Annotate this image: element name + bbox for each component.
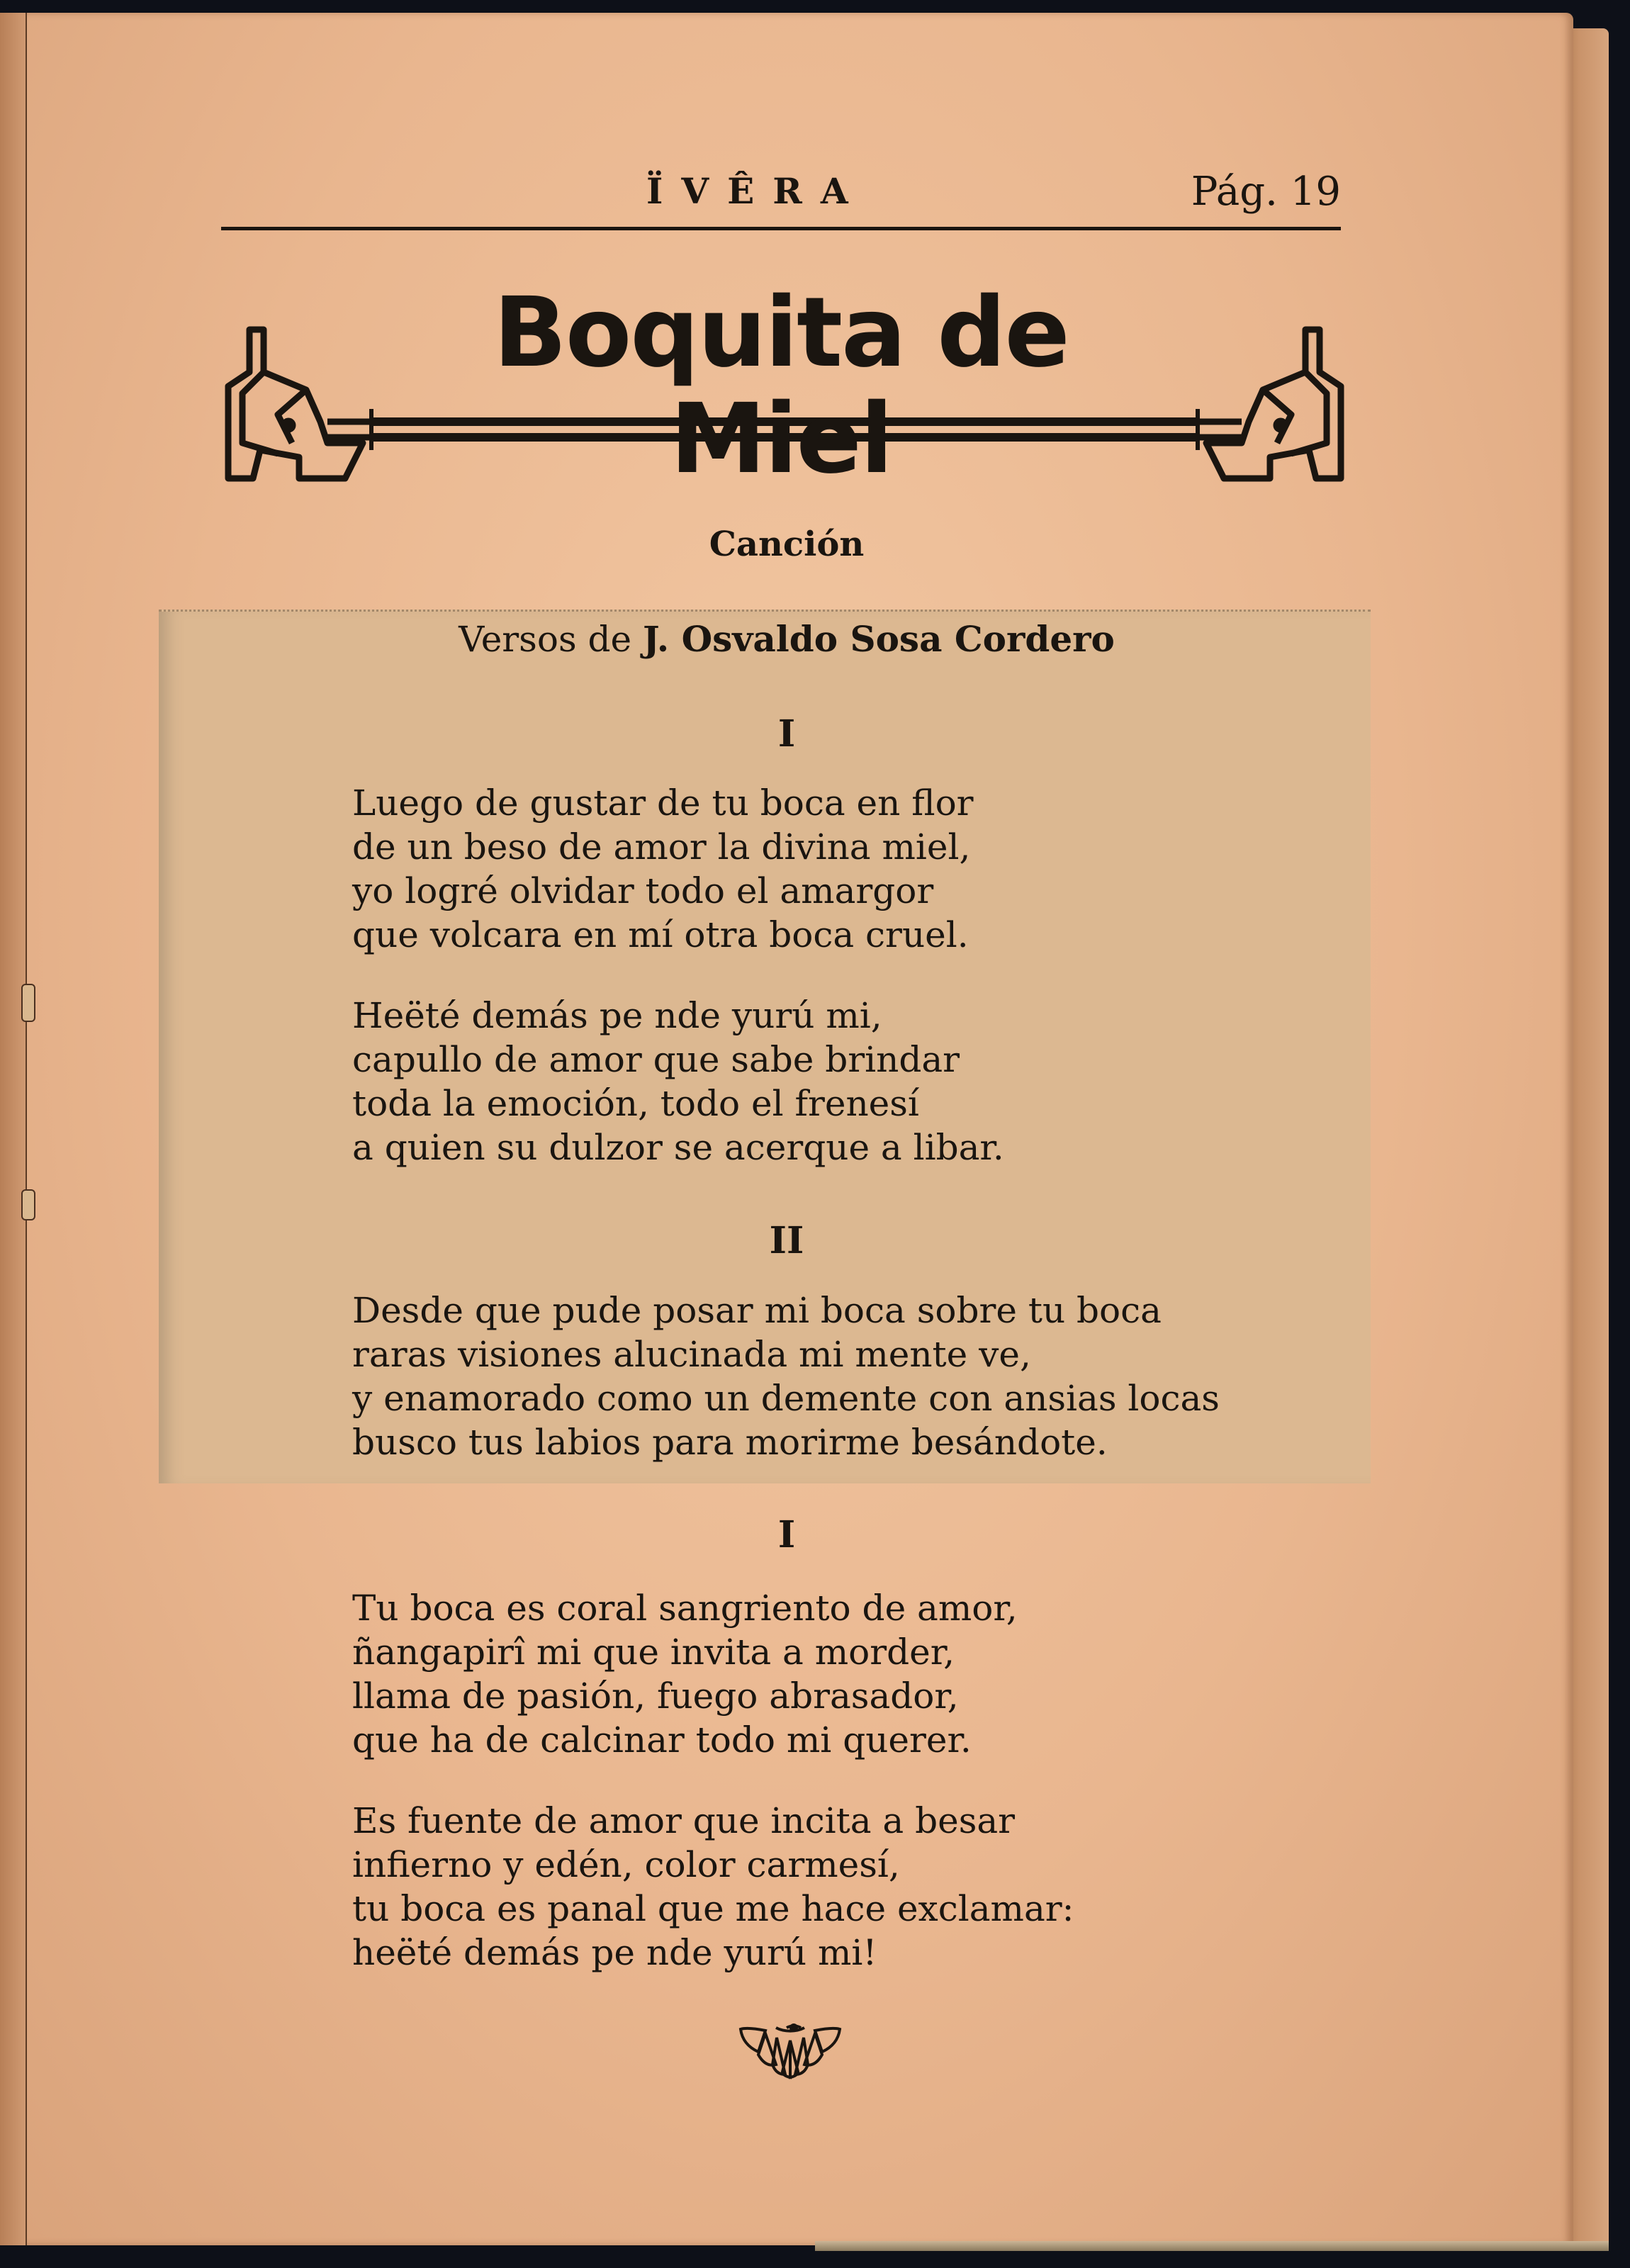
- verse-line: Es fuente de amor que incita a besar: [352, 1800, 1016, 1841]
- verse-line: Desde que pude posar mi boca sobre tu boca: [352, 1290, 1162, 1331]
- stanza: [352, 1586, 1018, 1762]
- verse-line: capullo de amor que sabe brindar: [352, 1039, 960, 1080]
- verse-line: Luego de gustar de tu boca en flor: [352, 782, 974, 824]
- verse-line: Tu boca es coral sangriento de amor,: [352, 1588, 1018, 1629]
- page-number: Pág. 19: [1191, 169, 1341, 215]
- running-header: [221, 163, 1341, 230]
- stanza: [352, 1799, 1074, 1975]
- title-block: [221, 277, 1348, 495]
- verse-line: ñangapirî mi que invita a morder,: [352, 1632, 955, 1673]
- verse-line: Heëté demás pe nde yurú mi,: [352, 995, 882, 1036]
- section-numeral: I: [777, 712, 796, 756]
- song-title: Boquita de Miel: [493, 277, 1069, 495]
- verse-line: y enamorado como un demente con ansias locas: [352, 1378, 1220, 1419]
- verse-line: busco tus labios para morirme besándote.: [352, 1422, 1108, 1463]
- verse-line: yo logré olvidar todo el amargor: [352, 870, 934, 911]
- stanza: [352, 781, 974, 957]
- verse-line: a quien su dulzor se acerque a libar.: [352, 1127, 1004, 1168]
- binding-gutter: [0, 13, 27, 2245]
- staple-mark: [21, 984, 35, 1022]
- verse-line: toda la emoción, todo el frenesí: [352, 1083, 919, 1124]
- verse-line: tu boca es panal que me hace exclamar:: [352, 1888, 1074, 1929]
- author-line: [0, 618, 1573, 660]
- section-numeral: II: [769, 1219, 804, 1262]
- staple-mark: [21, 1189, 35, 1220]
- verse-line: llama de pasión, fuego abrasador,: [352, 1675, 959, 1717]
- genre-label: Canción: [709, 524, 865, 564]
- fan-flower-ornament-icon: [737, 2023, 843, 2080]
- verse-line: de un beso de amor la divina miel,: [352, 826, 971, 868]
- verse-line: raras visiones alucinada mi mente ve,: [352, 1334, 1031, 1375]
- page-stack-edge: [815, 2241, 1609, 2251]
- stanza: [352, 1289, 1220, 1464]
- stanza: [352, 994, 1004, 1169]
- author-prefix: Versos de: [459, 619, 632, 660]
- verse-line: que volcara en mí otra boca cruel.: [352, 914, 969, 955]
- verse-line: infierno y edén, color carmesí,: [352, 1844, 900, 1885]
- author-name: J. Osvaldo Sosa Cordero: [643, 618, 1115, 660]
- verse-line: heëté demás pe nde yurú mi!: [352, 1932, 877, 1973]
- section-numeral: I: [777, 1513, 796, 1556]
- journal-name: ÏVÊRA: [646, 170, 867, 212]
- verse-line: que ha de calcinar todo mi querer.: [352, 1719, 972, 1761]
